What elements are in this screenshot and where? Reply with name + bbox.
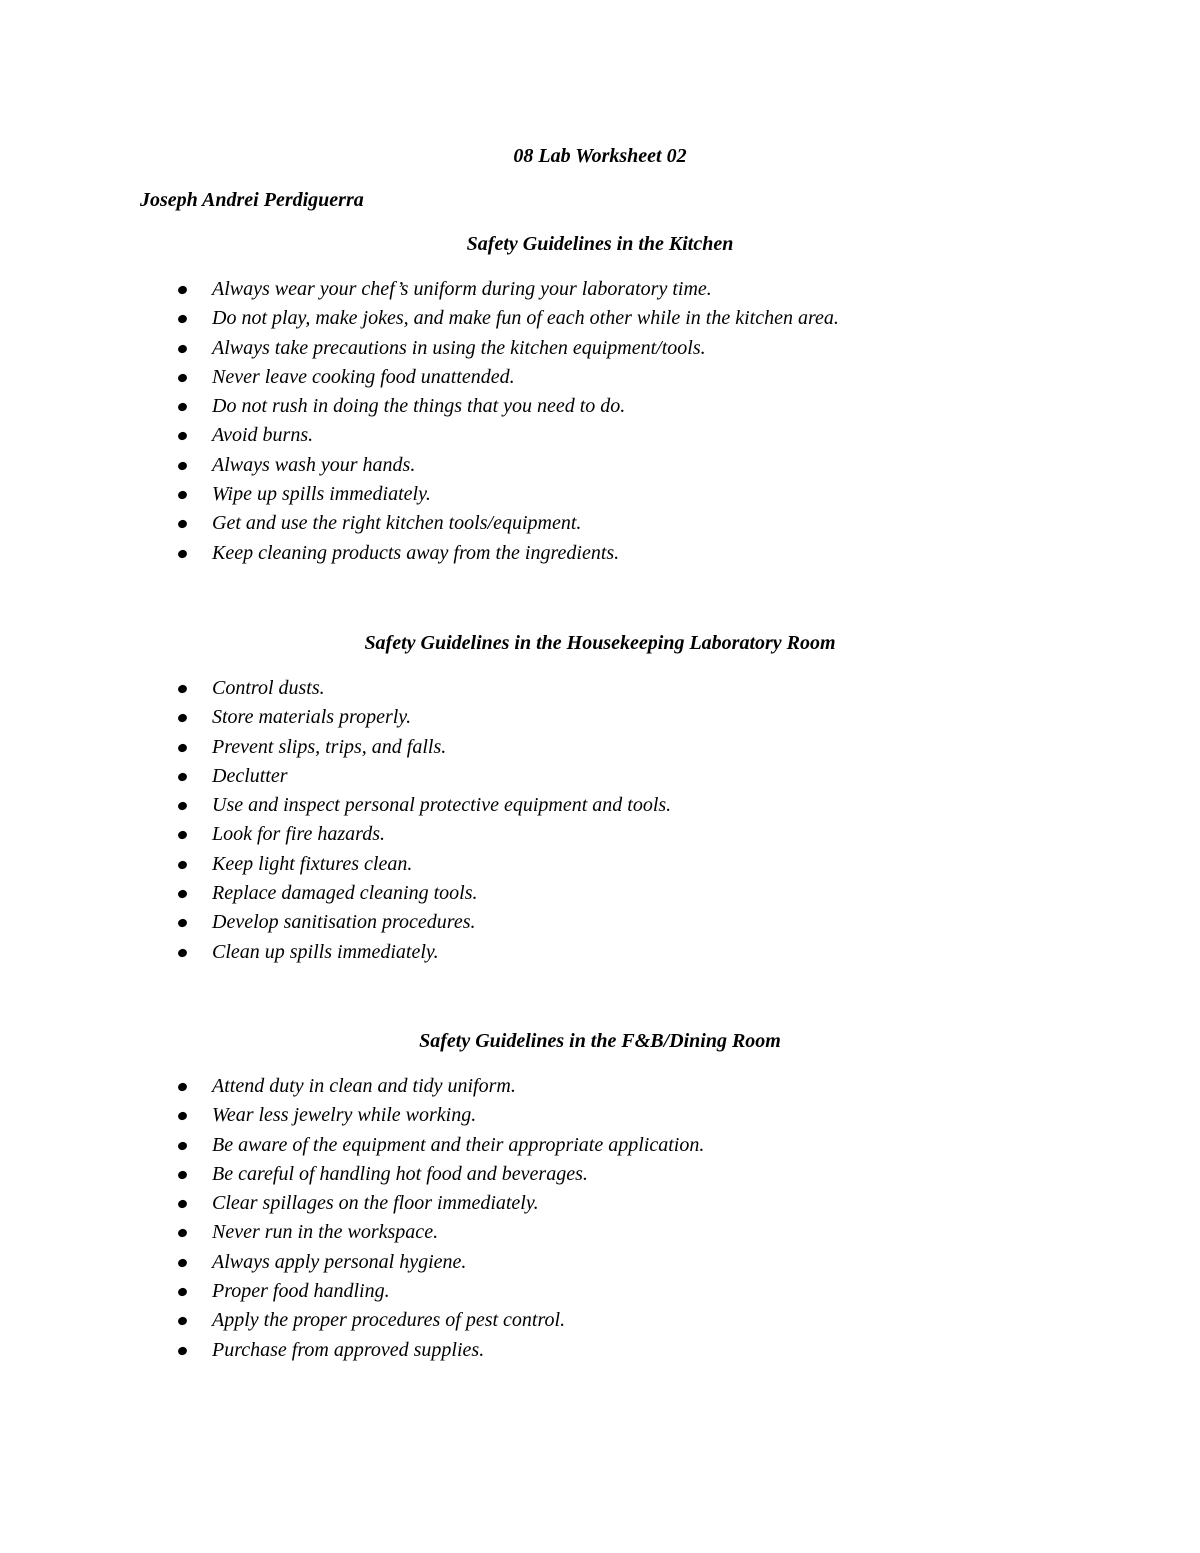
list-item: [0, 1160, 1200, 1189]
list-item: [0, 1101, 1200, 1130]
guideline-list: [0, 275, 1200, 568]
list-item-text: Get and use the right kitchen tools/equipment.: [212, 512, 582, 535]
list-item: [0, 908, 1200, 937]
bullet-icon: [177, 1170, 188, 1181]
bullet-icon: [177, 1111, 188, 1122]
list-item: [0, 703, 1200, 732]
list-item-text: Purchase from approved supplies.: [212, 1338, 485, 1361]
section-housekeeping: [0, 630, 1200, 967]
list-item-text: Avoid burns.: [212, 424, 314, 447]
bullet-icon: [177, 1082, 188, 1093]
list-item: [0, 1306, 1200, 1335]
list-item-text: Proper food handling.: [212, 1280, 390, 1303]
list-item: [0, 275, 1200, 304]
list-item-text: Be careful of handling hot food and beverages.: [212, 1162, 588, 1185]
bullet-icon: [177, 1199, 188, 1210]
section-kitchen: [0, 231, 1200, 568]
author-name: Joseph Andrei Perdiguerra: [140, 189, 364, 211]
bullet-icon: [177, 431, 188, 442]
list-item-text: Control dusts.: [212, 677, 325, 699]
list-item: [0, 509, 1200, 538]
section-heading: Safety Guidelines in the Kitchen: [466, 233, 734, 255]
bullet-icon: [177, 1257, 188, 1268]
list-item-text: Always wash your hands.: [212, 453, 416, 476]
list-item: [0, 1072, 1200, 1101]
list-item: [0, 674, 1200, 703]
list-item-text: Use and inspect personal protective equipment and tools.: [212, 794, 672, 817]
list-item: [0, 392, 1200, 421]
list-item-text: Keep light fixtures clean.: [212, 852, 413, 875]
bullet-icon: [177, 859, 188, 870]
list-item: [0, 451, 1200, 480]
section-heading: Safety Guidelines in the F&B/Dining Room: [419, 1030, 781, 1052]
list-item-text: Always apply personal hygiene.: [212, 1250, 467, 1273]
bullet-icon: [177, 1287, 188, 1298]
section-heading: Safety Guidelines in the Housekeeping Laboratory Room: [364, 632, 836, 654]
list-item: [0, 480, 1200, 509]
list-item: [0, 820, 1200, 849]
list-item: [0, 938, 1200, 967]
bullet-icon: [177, 830, 188, 841]
list-item: [0, 421, 1200, 450]
bullet-icon: [177, 918, 188, 929]
list-item-text: Keep cleaning products away from the ingredients.: [212, 541, 620, 564]
list-item-text: Develop sanitisation procedures.: [212, 911, 476, 934]
list-item-text: Prevent slips, trips, and falls.: [212, 735, 447, 758]
list-item: [0, 1336, 1200, 1365]
list-item: [0, 1248, 1200, 1277]
list-item: [0, 1218, 1200, 1247]
list-item-text: Never leave cooking food unattended.: [212, 365, 515, 388]
bullet-icon: [177, 490, 188, 501]
list-item: [0, 539, 1200, 568]
list-item-text: Replace damaged cleaning tools.: [212, 882, 478, 905]
bullet-icon: [177, 684, 188, 695]
list-item-text: Declutter: [212, 764, 288, 787]
list-item-text: Store materials properly.: [212, 706, 412, 729]
list-item-text: Clean up spills immediately.: [212, 940, 439, 963]
list-item-text: Wear less jewelry while working.: [212, 1104, 477, 1127]
bullet-icon: [177, 519, 188, 530]
bullet-icon: [177, 1140, 188, 1151]
guideline-list: [0, 1072, 1200, 1365]
section-dining-room: [0, 1028, 1200, 1365]
bullet-icon: [177, 889, 188, 900]
bullet-icon: [177, 285, 188, 296]
list-item-text: Be aware of the equipment and their appropriate application.: [212, 1133, 705, 1156]
bullet-icon: [177, 548, 188, 559]
list-item-text: Apply the proper procedures of pest control.: [212, 1309, 566, 1332]
list-item-text: Clear spillages on the floor immediately.: [212, 1192, 539, 1215]
bullet-icon: [177, 1228, 188, 1239]
bullet-icon: [177, 373, 188, 384]
list-item: [0, 1189, 1200, 1218]
bullet-icon: [177, 1316, 188, 1327]
bullet-icon: [177, 742, 188, 753]
bullet-icon: [177, 713, 188, 724]
list-item-text: Look for fire hazards.: [212, 823, 385, 846]
list-item-text: Always wear your chef’s uniform during your laboratory time.: [212, 278, 712, 300]
list-item: [0, 1131, 1200, 1160]
bullet-icon: [177, 801, 188, 812]
bullet-icon: [177, 460, 188, 471]
list-item: [0, 791, 1200, 820]
list-item-text: Do not play, make jokes, and make fun of each other while in the kitchen area.: [212, 307, 839, 330]
list-item: [0, 363, 1200, 392]
list-item: [0, 850, 1200, 879]
list-item: [0, 879, 1200, 908]
list-item-text: Do not rush in doing the things that you need to do.: [212, 395, 626, 418]
guideline-list: [0, 674, 1200, 967]
list-item-text: Always take precautions in using the kitchen equipment/tools.: [212, 336, 706, 359]
bullet-icon: [177, 947, 188, 958]
bullet-icon: [177, 314, 188, 325]
list-item: [0, 733, 1200, 762]
list-item-text: Wipe up spills immediately.: [212, 483, 431, 506]
list-item: [0, 334, 1200, 363]
list-item: [0, 1277, 1200, 1306]
bullet-icon: [177, 1345, 188, 1356]
bullet-icon: [177, 772, 188, 783]
list-item: [0, 304, 1200, 333]
document-title: 08 Lab Worksheet 02: [513, 145, 687, 167]
list-item-text: Never run in the workspace.: [212, 1221, 439, 1244]
list-item-text: Attend duty in clean and tidy uniform.: [212, 1075, 516, 1097]
bullet-icon: [177, 402, 188, 413]
bullet-icon: [177, 343, 188, 354]
list-item: [0, 762, 1200, 791]
